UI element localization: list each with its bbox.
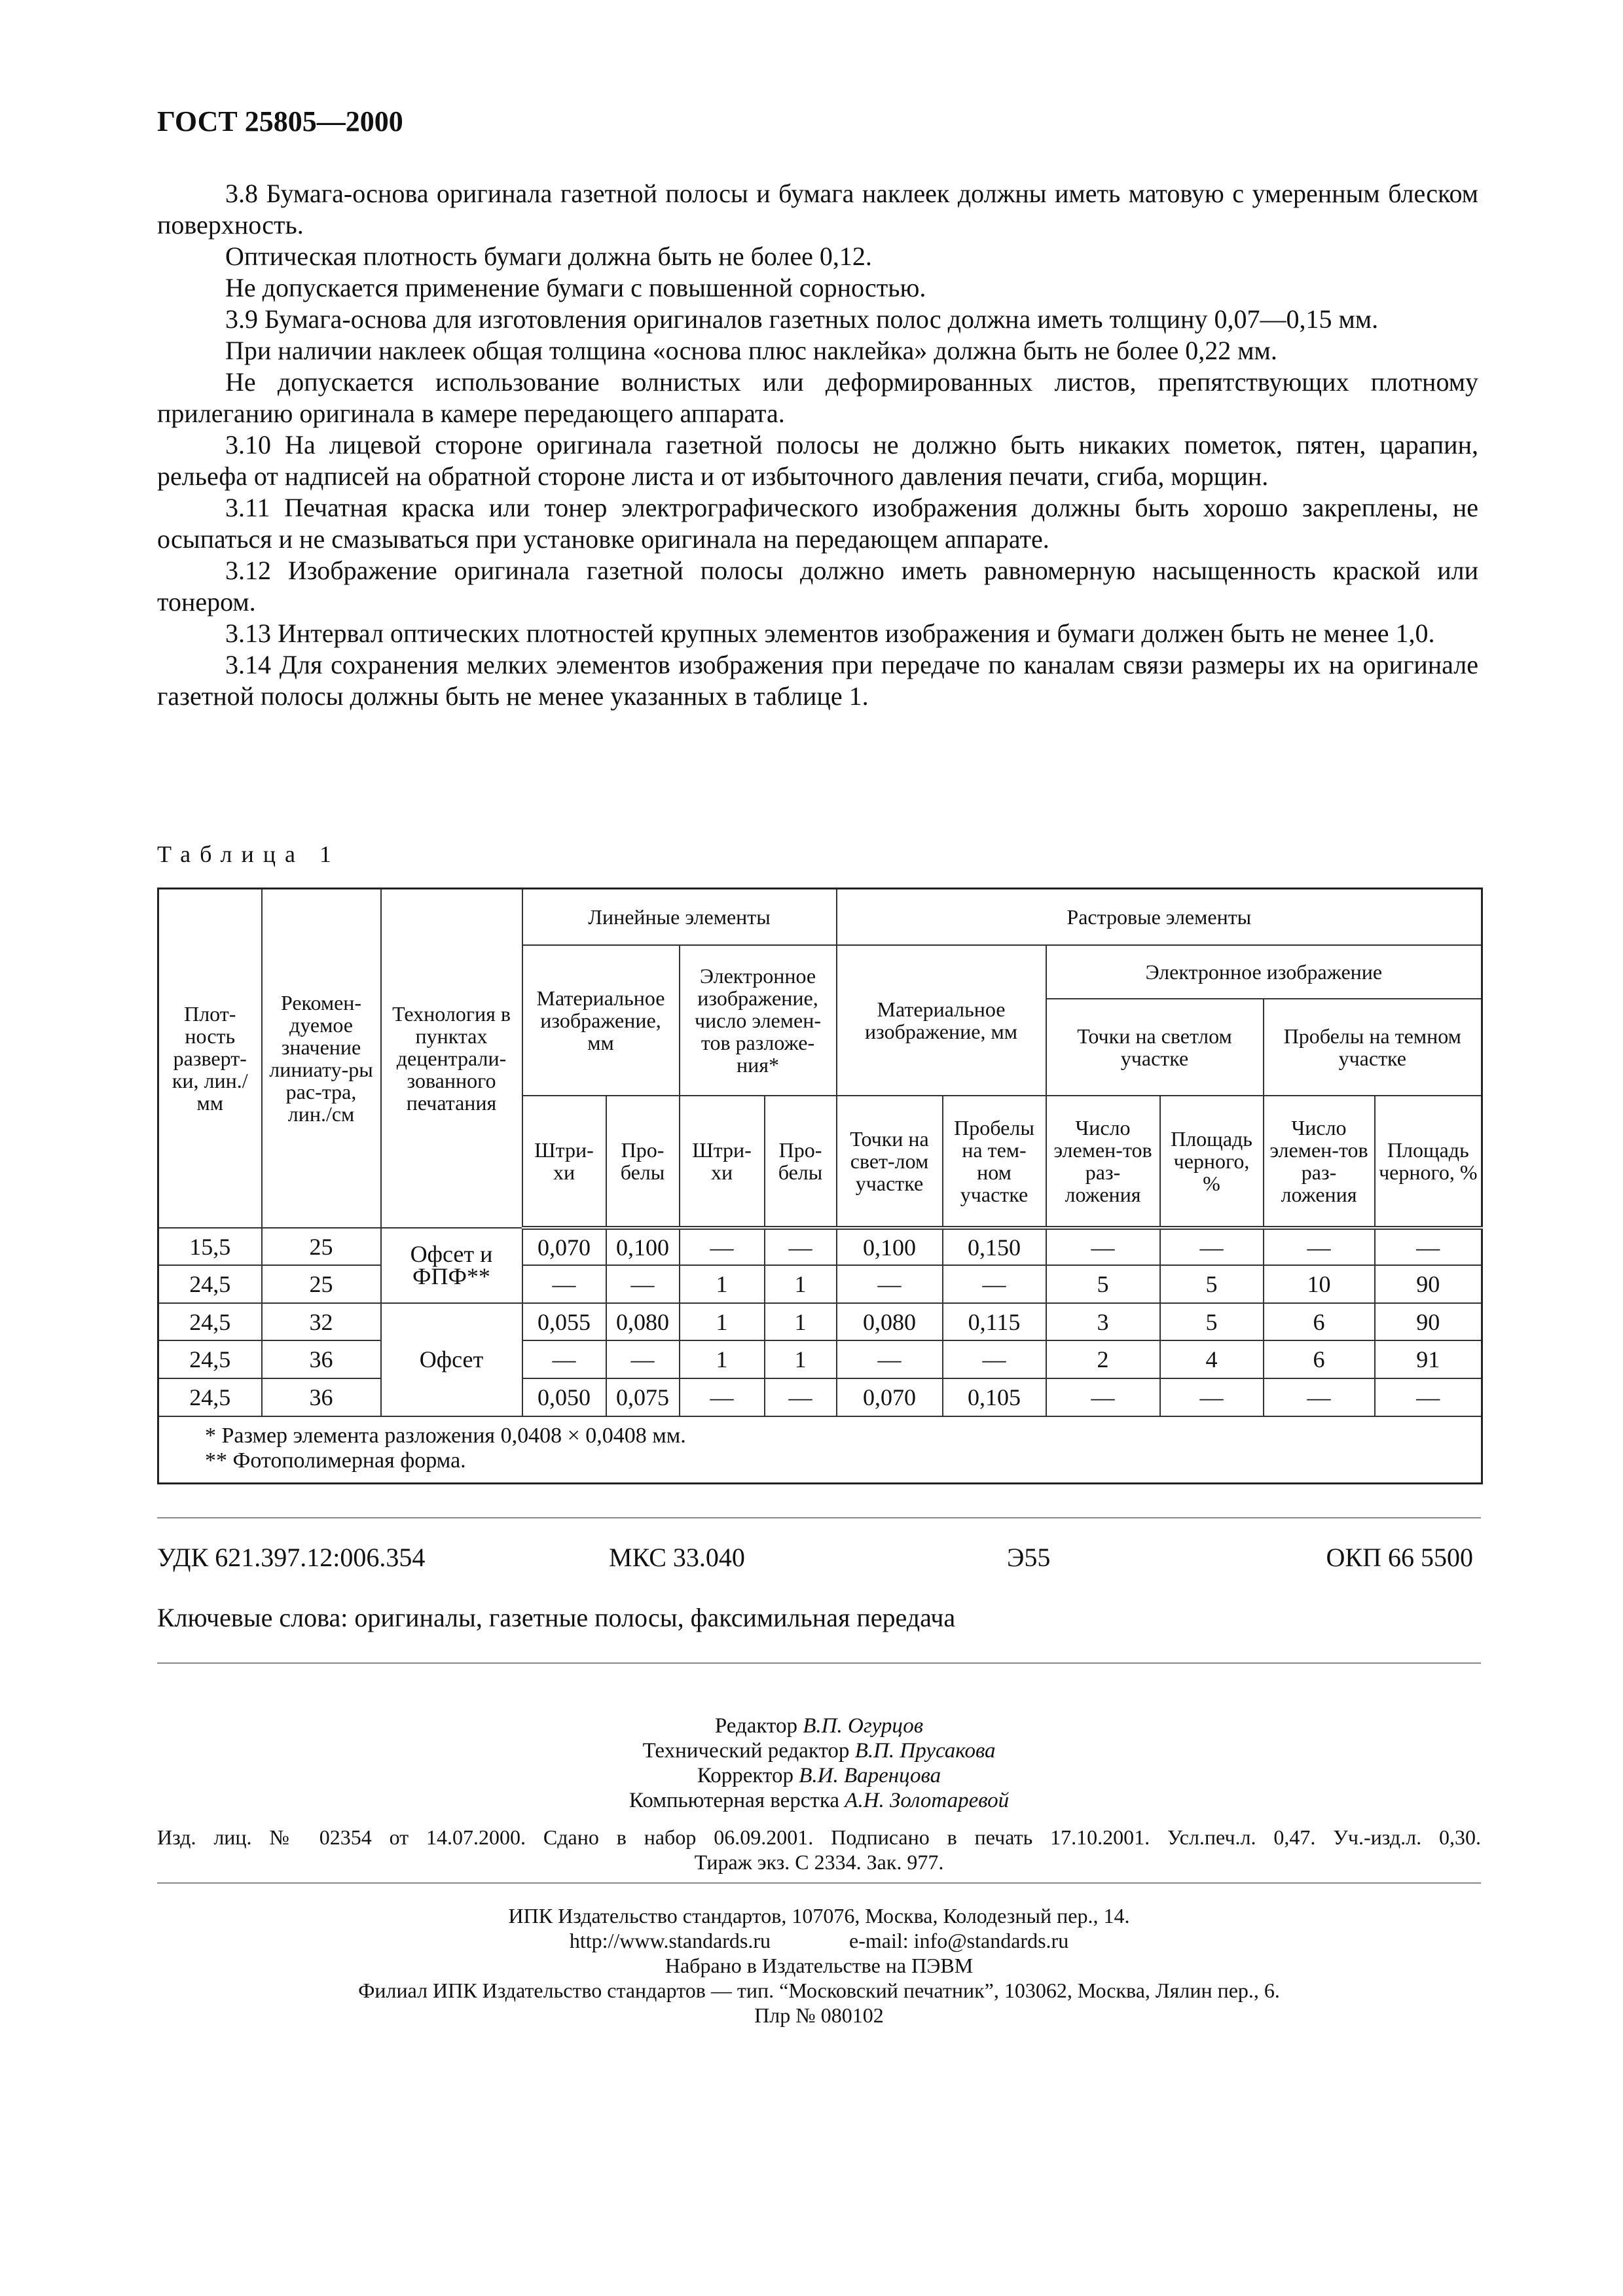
cell: 1 — [765, 1340, 837, 1378]
cell: 24,5 — [158, 1340, 262, 1378]
cell: — — [522, 1265, 606, 1303]
imprint-contacts — [157, 1928, 1481, 1953]
data-table — [157, 888, 1483, 1484]
cell: — — [765, 1378, 837, 1416]
imprint-line: ИПК Издательство стандартов, 107076, Москва, Колодезный пер., 14. — [508, 1904, 1130, 1928]
cell: 24,5 — [158, 1265, 262, 1303]
cell: — — [943, 1265, 1046, 1303]
credit-line — [157, 1713, 1481, 1738]
cell: 0,070 — [837, 1378, 943, 1416]
cell: 4 — [1160, 1340, 1264, 1378]
cell: — — [1046, 1228, 1160, 1266]
credits — [157, 1713, 1481, 1813]
cell: 5 — [1160, 1265, 1264, 1303]
paragraph: 3.8 Бумага-основа оригинала газетной полосы и бумага наклеек должны иметь матовую с умеренным блеском поверхность. — [157, 179, 1478, 240]
credit-name: А.Н. Золотаревой — [845, 1789, 1010, 1812]
divider — [157, 1662, 1481, 1664]
cell: — — [606, 1340, 680, 1378]
header-gaps: Про-белы — [765, 1096, 837, 1228]
publication-line: Тираж экз. С 2334. Зак. 977. — [694, 1850, 944, 1874]
header-lineature: Рекомен-дуемое значение линиату-ры рас-тра, лин./см — [262, 889, 381, 1228]
cell: — — [765, 1228, 837, 1266]
divider — [157, 1517, 1481, 1518]
email-link[interactable]: e-mail: info@standards.ru — [849, 1929, 1069, 1952]
cell: 36 — [262, 1340, 381, 1378]
header-black-area: Площадь черного, % — [1375, 1096, 1482, 1228]
credit-line — [157, 1738, 1481, 1763]
cell: 3 — [1046, 1303, 1160, 1341]
header-element-count: Число элемен-тов раз-ложения — [1046, 1096, 1160, 1228]
header-dark-gaps: Пробелы на тем-ном участке — [943, 1096, 1046, 1228]
cell: 2 — [1046, 1340, 1160, 1378]
cell: — — [837, 1265, 943, 1303]
header-strokes: Штри-хи — [522, 1096, 606, 1228]
udk-code: УДК 621.397.12:006.354 — [157, 1543, 426, 1572]
cell-technology: Офсет — [381, 1303, 522, 1416]
header-raster-material-image: Материальное изображение, мм — [837, 945, 1046, 1096]
publication-info — [157, 1825, 1481, 1874]
body-text — [157, 178, 1478, 712]
header-electronic-image-elements: Электронное изображение, число элемен-тов разложе-ния* — [680, 945, 837, 1096]
table-note: * Размер элемента разложения 0,0408 × 0,0408 мм. — [205, 1423, 686, 1448]
cell: — — [837, 1340, 943, 1378]
cell: 90 — [1375, 1265, 1482, 1303]
credit-role: Редактор — [714, 1714, 797, 1738]
cell: 6 — [1264, 1303, 1375, 1341]
header-linear-elements: Линейные элементы — [522, 889, 837, 945]
okp-code: ОКП 66 5500 — [1326, 1543, 1473, 1572]
cell: 0,075 — [606, 1378, 680, 1416]
table-note: ** Фотополимерная форма. — [205, 1448, 466, 1473]
credit-name: В.П. Огурцов — [803, 1714, 924, 1738]
paragraph: 3.10 На лицевой стороне оригинала газетной полосы не должно быть никаких пометок, пятен, царапин, рельефа от надписей на обратной стороне листа и от избыточного давления печати, сгиба, морщин. — [157, 430, 1478, 491]
credit-name: В.П. Прусакова — [854, 1739, 996, 1763]
cell: 5 — [1046, 1265, 1160, 1303]
header-raster-elements: Растровые элементы — [837, 889, 1482, 945]
cell: — — [680, 1228, 765, 1266]
credit-line — [157, 1788, 1481, 1813]
imprint-line: Плр № 080102 — [754, 2003, 884, 2027]
header-density: Плот-ность разверт-ки, лин./мм — [158, 889, 262, 1228]
cell: 0,100 — [606, 1228, 680, 1266]
credit-role: Технический редактор — [642, 1739, 850, 1763]
cell: 1 — [680, 1340, 765, 1378]
paragraph: 3.14 Для сохранения мелких элементов изображения при передаче по каналам связи размеры их на оригинале газетной полосы должны быть не менее указанных в таблице 1. — [157, 650, 1478, 711]
cell: 0,055 — [522, 1303, 606, 1341]
paragraph: 3.9 Бумага-основа для изготовления оригиналов газетных полос должна иметь толщину 0,07—0,15 мм. — [225, 304, 1379, 334]
cell: 0,150 — [943, 1228, 1046, 1266]
cell: 24,5 — [158, 1303, 262, 1341]
cell: 0,070 — [522, 1228, 606, 1266]
cell: 15,5 — [158, 1228, 262, 1266]
header-light-points: Точки на светлом участке — [1046, 999, 1264, 1096]
cell: 1 — [765, 1303, 837, 1341]
publication-line: Изд. лиц. № 02354 от 14.07.2000. Сдано в набор 06.09.2001. Подписано в печать 17.10.2001. Усл.печ.л. 0,47. Уч.-изд.л. 0,30. — [157, 1825, 1481, 1849]
cell: — — [1375, 1228, 1482, 1266]
cell: — — [1264, 1378, 1375, 1416]
cell: 6 — [1264, 1340, 1375, 1378]
table-row — [158, 1340, 1482, 1378]
cell: 1 — [680, 1303, 765, 1341]
cell: — — [1375, 1378, 1482, 1416]
cell-technology: Офсет и ФПФ** — [381, 1228, 522, 1303]
paragraph: Оптическая плотность бумаги должна быть не более 0,12. — [225, 242, 872, 271]
website-link[interactable]: http://www.standards.ru — [569, 1929, 771, 1952]
credit-role: Корректор — [697, 1764, 793, 1787]
paragraph: 3.13 Интервал оптических плотностей крупных элементов изображения и бумаги должен быть не менее 1,0. — [225, 619, 1435, 648]
cell: 1 — [765, 1265, 837, 1303]
cell: 0,115 — [943, 1303, 1046, 1341]
paragraph: Не допускается использование волнистых или деформированных листов, препятствующих плотному прилеганию оригинала в камере передающего аппарата. — [157, 367, 1478, 428]
header-dark-gaps: Пробелы на темном участке — [1264, 999, 1482, 1096]
divider — [157, 1882, 1481, 1884]
paragraph: 3.11 Печатная краска или тонер электрографического изображения должны быть хорошо закреплены, не осыпаться и не смазываться при установке оригинала на передающем аппарате. — [157, 493, 1478, 554]
table-row — [158, 1265, 1482, 1303]
cell: — — [522, 1340, 606, 1378]
header-electronic-image: Электронное изображение — [1046, 945, 1482, 999]
cell: 10 — [1264, 1265, 1375, 1303]
cell: — — [1264, 1228, 1375, 1266]
paragraph: 3.12 Изображение оригинала газетной полосы должно иметь равномерную насыщенность краской или тонером. — [157, 556, 1478, 617]
table-row — [158, 1303, 1482, 1341]
imprint-line: Филиал ИПК Издательство стандартов — тип. “Московский печатник”, 103062, Москва, Лялин пер., 6. — [358, 1979, 1280, 2002]
header-material-image: Материальное изображение, мм — [522, 945, 680, 1096]
table-notes — [158, 1416, 1482, 1484]
cell: — — [1046, 1378, 1160, 1416]
credit-line — [157, 1763, 1481, 1788]
credit-name: В.И. Варенцова — [799, 1764, 941, 1787]
header-strokes: Штри-хи — [680, 1096, 765, 1228]
cell: — — [1160, 1378, 1264, 1416]
document-code: ГОСТ 25805—2000 — [157, 105, 403, 137]
cell: — — [680, 1378, 765, 1416]
table-row — [158, 1228, 1482, 1266]
cell: 25 — [262, 1228, 381, 1266]
imprint — [157, 1903, 1481, 2028]
cell: 32 — [262, 1303, 381, 1341]
header-gaps: Про-белы — [606, 1096, 680, 1228]
cell: — — [1160, 1228, 1264, 1266]
header-element-count: Число элемен-тов раз-ложения — [1264, 1096, 1375, 1228]
paragraph: Не допускается применение бумаги с повышенной сорностью. — [225, 273, 926, 302]
cell: 90 — [1375, 1303, 1482, 1341]
cell: — — [606, 1265, 680, 1303]
header-technology: Технология в пунктах децентрали-зованного печатания — [381, 889, 522, 1228]
cell: 0,080 — [606, 1303, 680, 1341]
cell: 91 — [1375, 1340, 1482, 1378]
cell: 24,5 — [158, 1378, 262, 1416]
cell: 0,100 — [837, 1228, 943, 1266]
cell: 1 — [680, 1265, 765, 1303]
cell: 0,080 — [837, 1303, 943, 1341]
credit-role: Компьютерная верстка — [629, 1789, 840, 1812]
mks-code: МКС 33.040 — [609, 1543, 745, 1572]
cell: 0,105 — [943, 1378, 1046, 1416]
e-code: Э55 — [1007, 1543, 1051, 1572]
table-row — [158, 1378, 1482, 1416]
cell: 0,050 — [522, 1378, 606, 1416]
imprint-line: Набрано в Издательстве на ПЭВМ — [665, 1954, 974, 1977]
keywords: Ключевые слова: оригиналы, газетные полосы, факсимильная передача — [157, 1603, 956, 1632]
header-light-points: Точки на свет-лом участке — [837, 1096, 943, 1228]
cell: 5 — [1160, 1303, 1264, 1341]
cell: 25 — [262, 1265, 381, 1303]
cell: — — [943, 1340, 1046, 1378]
paragraph: При наличии наклеек общая толщина «основа плюс наклейка» должна быть не более 0,22 мм. — [225, 336, 1277, 365]
table-caption: Таблица 1 — [157, 841, 340, 867]
header-black-area: Площадь черного, % — [1160, 1096, 1264, 1228]
cell: 36 — [262, 1378, 381, 1416]
